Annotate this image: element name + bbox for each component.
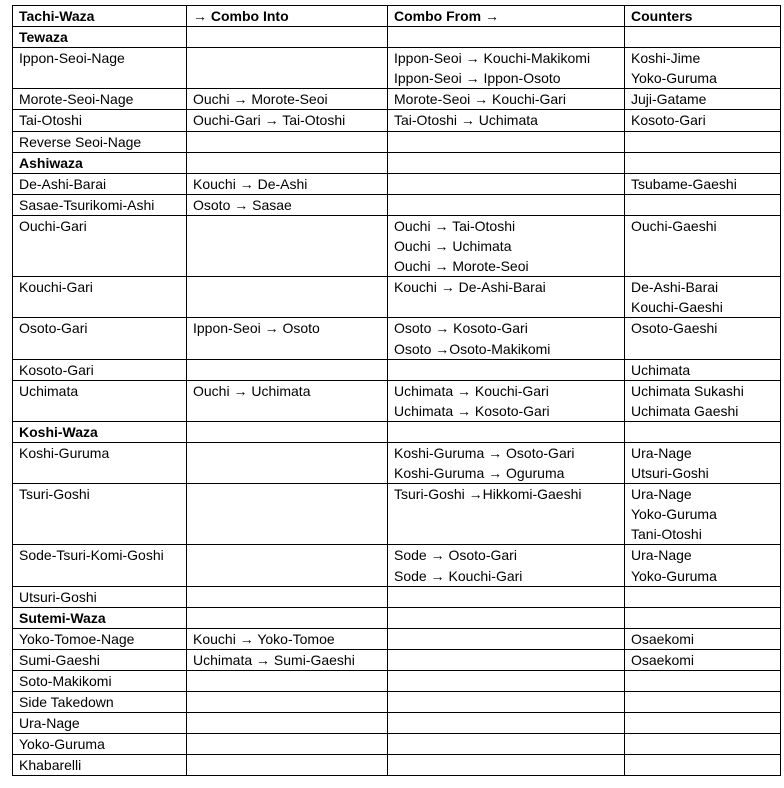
combo-from-cell bbox=[388, 318, 625, 359]
technique-cell bbox=[13, 607, 187, 628]
cell-line: Juji-Gatame bbox=[631, 91, 707, 108]
combo-into-cell bbox=[187, 110, 388, 131]
cell-line: Ouchi → Uchimata bbox=[193, 382, 311, 399]
counters-cell bbox=[625, 194, 781, 215]
cell-line: Ouchi → Uchimata bbox=[394, 238, 512, 255]
section-title: Koshi-Waza bbox=[19, 423, 98, 440]
cell-line: Tsuri-Goshi bbox=[19, 486, 90, 503]
cell-line: Ippon-Seoi → Osoto bbox=[193, 320, 320, 337]
counters-cell bbox=[625, 110, 781, 131]
technique-cell bbox=[13, 173, 187, 194]
cell-line: Osaekomi bbox=[631, 651, 695, 668]
technique-cell bbox=[13, 89, 187, 110]
combo-into-cell bbox=[187, 48, 388, 89]
technique-cell bbox=[13, 215, 187, 276]
cell-line: Koshi-Guruma → Oguruma bbox=[394, 465, 565, 482]
cell-line: Kosoto-Gari bbox=[19, 361, 94, 378]
cell-line: Uchimata → Kouchi-Gari bbox=[394, 382, 549, 399]
cell-line: Sumi-Gaeshi bbox=[19, 651, 100, 668]
table-row bbox=[13, 277, 781, 318]
technique-cell bbox=[13, 277, 187, 318]
cell-line: Kouchi → Yoko-Tomoe bbox=[193, 630, 335, 647]
combo-from-cell bbox=[388, 152, 625, 173]
section-row bbox=[13, 152, 781, 173]
combo-from-cell bbox=[388, 277, 625, 318]
combo-into-cell bbox=[187, 755, 388, 776]
cell-line: Sode-Tsuri-Komi-Goshi bbox=[19, 547, 164, 564]
counters-cell bbox=[625, 734, 781, 755]
table-row bbox=[13, 755, 781, 776]
combo-into-cell bbox=[187, 89, 388, 110]
table-row bbox=[13, 215, 781, 276]
technique-cell bbox=[13, 359, 187, 380]
combo-from-cell bbox=[388, 194, 625, 215]
cell-line: Ura-Nage bbox=[631, 486, 692, 503]
counters-cell bbox=[625, 484, 781, 545]
cell-line: Ura-Nage bbox=[631, 547, 692, 564]
counters-cell bbox=[625, 380, 781, 421]
cell-line: Khabarelli bbox=[19, 757, 82, 774]
table-row bbox=[13, 173, 781, 194]
counters-cell bbox=[625, 318, 781, 359]
combo-into-cell bbox=[187, 318, 388, 359]
table-row bbox=[13, 380, 781, 421]
cell-line: Kouchi → De-Ashi-Barai bbox=[394, 279, 546, 296]
section-title: Sutemi-Waza bbox=[19, 609, 106, 626]
cell-line: Uchimata Gaeshi bbox=[631, 402, 739, 419]
combo-from-cell bbox=[388, 215, 625, 276]
cell-line: Osoto → Sasae bbox=[193, 196, 292, 213]
cell-line: Yoko-Guruma bbox=[19, 736, 105, 753]
cell-line: Utsuri-Goshi bbox=[19, 588, 97, 605]
technique-cell bbox=[13, 110, 187, 131]
cell-line: Ippon-Seoi → Kouchi-Makikomi bbox=[394, 50, 591, 67]
technique-cell bbox=[13, 27, 187, 48]
combo-from-cell bbox=[388, 607, 625, 628]
table-row bbox=[13, 734, 781, 755]
technique-cell bbox=[13, 484, 187, 545]
cell-line: Ura-Nage bbox=[19, 715, 80, 732]
cell-line: Yoko-Guruma bbox=[631, 70, 717, 87]
combo-into-cell bbox=[187, 152, 388, 173]
cell-line: Osoto →Osoto-Makikomi bbox=[394, 340, 551, 357]
header-technique: Tachi-Waza bbox=[13, 6, 187, 27]
counters-cell bbox=[625, 545, 781, 586]
combo-into-cell bbox=[187, 380, 388, 421]
combo-into-cell bbox=[187, 27, 388, 48]
table-row bbox=[13, 586, 781, 607]
cell-line: Ouchi-Gari → Tai-Otoshi bbox=[193, 112, 346, 129]
table-row bbox=[13, 194, 781, 215]
technique-table bbox=[12, 5, 781, 776]
technique-cell bbox=[13, 734, 187, 755]
combo-from-cell bbox=[388, 628, 625, 649]
table-row bbox=[13, 713, 781, 734]
cell-line: De-Ashi-Barai bbox=[19, 175, 107, 192]
combo-from-cell bbox=[388, 89, 625, 110]
technique-cell bbox=[13, 713, 187, 734]
cell-line: Sode → Kouchi-Gari bbox=[394, 567, 523, 584]
technique-cell bbox=[13, 628, 187, 649]
technique-cell bbox=[13, 318, 187, 359]
cell-line: Osoto-Gaeshi bbox=[631, 320, 718, 337]
counters-cell bbox=[625, 48, 781, 89]
cell-line: Kouchi → De-Ashi bbox=[193, 175, 308, 192]
section-row bbox=[13, 421, 781, 442]
counters-cell bbox=[625, 131, 781, 152]
combo-into-cell bbox=[187, 131, 388, 152]
combo-into-cell bbox=[187, 359, 388, 380]
table-row bbox=[13, 628, 781, 649]
technique-cell bbox=[13, 649, 187, 670]
technique-cell bbox=[13, 152, 187, 173]
counters-cell bbox=[625, 152, 781, 173]
cell-line: Ouchi-Gari bbox=[19, 217, 87, 234]
combo-into-cell bbox=[187, 607, 388, 628]
technique-cell bbox=[13, 48, 187, 89]
cell-line: Morote-Seoi → Kouchi-Gari bbox=[394, 91, 566, 108]
combo-from-cell bbox=[388, 48, 625, 89]
cell-line: Osoto-Gari bbox=[19, 320, 88, 337]
combo-into-cell bbox=[187, 692, 388, 713]
cell-line: Ouchi → Tai-Otoshi bbox=[394, 217, 516, 234]
combo-from-cell bbox=[388, 545, 625, 586]
table-row bbox=[13, 89, 781, 110]
cell-line: Yoko-Tomoe-Nage bbox=[19, 630, 135, 647]
cell-line: Ouchi-Gaeshi bbox=[631, 217, 717, 234]
combo-into-cell bbox=[187, 586, 388, 607]
combo-into-cell bbox=[187, 277, 388, 318]
combo-into-cell bbox=[187, 734, 388, 755]
cell-line: Koshi-Guruma bbox=[19, 444, 110, 461]
combo-from-cell bbox=[388, 734, 625, 755]
combo-from-cell bbox=[388, 649, 625, 670]
cell-line: Side Takedown bbox=[19, 694, 114, 711]
combo-from-cell bbox=[388, 173, 625, 194]
section-title: Ashiwaza bbox=[19, 154, 83, 171]
technique-cell bbox=[13, 131, 187, 152]
combo-into-cell bbox=[187, 713, 388, 734]
cell-line: Kouchi-Gari bbox=[19, 279, 93, 296]
counters-cell bbox=[625, 755, 781, 776]
combo-from-cell bbox=[388, 484, 625, 545]
combo-into-cell bbox=[187, 671, 388, 692]
table-row bbox=[13, 545, 781, 586]
counters-cell bbox=[625, 628, 781, 649]
combo-from-cell bbox=[388, 359, 625, 380]
counters-cell bbox=[625, 713, 781, 734]
combo-into-cell bbox=[187, 215, 388, 276]
counters-cell bbox=[625, 671, 781, 692]
combo-into-cell bbox=[187, 194, 388, 215]
cell-line: Ouchi → Morote-Seoi bbox=[394, 258, 529, 275]
combo-from-cell bbox=[388, 421, 625, 442]
combo-into-cell bbox=[187, 442, 388, 483]
cell-line: Yoko-Guruma bbox=[631, 567, 717, 584]
cell-line: Koshi-Guruma → Osoto-Gari bbox=[394, 444, 575, 461]
cell-line: Koshi-Jime bbox=[631, 50, 701, 67]
table-row bbox=[13, 110, 781, 131]
cell-line: Tsubame-Gaeshi bbox=[631, 175, 737, 192]
cell-line: Soto-Makikomi bbox=[19, 673, 112, 689]
technique-cell bbox=[13, 194, 187, 215]
combo-from-cell bbox=[388, 586, 625, 607]
table-row bbox=[13, 671, 781, 692]
combo-into-cell bbox=[187, 421, 388, 442]
cell-line: Sasae-Tsurikomi-Ashi bbox=[19, 196, 155, 213]
cell-line: Kouchi-Gaeshi bbox=[631, 299, 723, 316]
cell-line: Kosoto-Gari bbox=[631, 112, 706, 129]
section-row bbox=[13, 27, 781, 48]
counters-cell bbox=[625, 27, 781, 48]
combo-from-cell bbox=[388, 692, 625, 713]
cell-line: Uchimata Sukashi bbox=[631, 382, 744, 399]
combo-from-cell bbox=[388, 110, 625, 131]
combo-from-cell bbox=[388, 671, 625, 692]
header-row bbox=[13, 6, 781, 27]
combo-into-cell bbox=[187, 545, 388, 586]
cell-line: Tani-Otoshi bbox=[631, 526, 702, 543]
combo-into-cell bbox=[187, 628, 388, 649]
cell-line: Tsuri-Goshi →Hikkomi-Gaeshi bbox=[394, 486, 582, 503]
technique-cell bbox=[13, 755, 187, 776]
table-row bbox=[13, 48, 781, 89]
cell-line: Tai-Otoshi → Uchimata bbox=[394, 112, 538, 129]
combo-from-cell bbox=[388, 131, 625, 152]
counters-cell bbox=[625, 692, 781, 713]
cell-line: Uchimata → Sumi-Gaeshi bbox=[193, 651, 355, 668]
table-row bbox=[13, 442, 781, 483]
counters-cell bbox=[625, 89, 781, 110]
technique-cell bbox=[13, 545, 187, 586]
technique-cell bbox=[13, 692, 187, 713]
cell-line: Ippon-Seoi-Nage bbox=[19, 50, 125, 67]
combo-into-cell bbox=[187, 173, 388, 194]
header-counters: Counters bbox=[625, 6, 781, 27]
counters-cell bbox=[625, 586, 781, 607]
technique-cell bbox=[13, 421, 187, 442]
technique-cell bbox=[13, 586, 187, 607]
document-page bbox=[12, 5, 780, 776]
cell-line: Uchimata → Kosoto-Gari bbox=[394, 402, 550, 419]
combo-into-cell bbox=[187, 649, 388, 670]
combo-from-cell bbox=[388, 27, 625, 48]
cell-line: Ura-Nage bbox=[631, 444, 692, 461]
cell-line: Uchimata bbox=[19, 382, 79, 399]
technique-cell bbox=[13, 442, 187, 483]
cell-line: Yoko-Guruma bbox=[631, 506, 717, 523]
table-row bbox=[13, 318, 781, 359]
cell-line: Reverse Seoi-Nage bbox=[19, 133, 142, 150]
header-combo-into: → Combo Into bbox=[187, 6, 388, 27]
counters-cell bbox=[625, 442, 781, 483]
combo-from-cell bbox=[388, 755, 625, 776]
section-title: Tewaza bbox=[19, 29, 68, 46]
table-row bbox=[13, 692, 781, 713]
counters-cell bbox=[625, 359, 781, 380]
cell-line: Ippon-Seoi → Ippon-Osoto bbox=[394, 70, 561, 87]
cell-line: Utsuri-Goshi bbox=[631, 465, 709, 482]
technique-cell bbox=[13, 671, 187, 692]
counters-cell bbox=[625, 173, 781, 194]
cell-line: Tai-Otoshi bbox=[19, 112, 83, 129]
cell-line: De-Ashi-Barai bbox=[631, 279, 719, 296]
cell-line: Osaekomi bbox=[631, 630, 695, 647]
table-row bbox=[13, 484, 781, 545]
table-row bbox=[13, 649, 781, 670]
section-row bbox=[13, 607, 781, 628]
combo-from-cell bbox=[388, 380, 625, 421]
counters-cell bbox=[625, 277, 781, 318]
table-row bbox=[13, 359, 781, 380]
combo-into-cell bbox=[187, 484, 388, 545]
cell-line: Osoto → Kosoto-Gari bbox=[394, 320, 528, 337]
cell-line: Sode → Osoto-Gari bbox=[394, 547, 517, 564]
header-combo-from: Combo From → bbox=[388, 6, 625, 27]
counters-cell bbox=[625, 421, 781, 442]
cell-line: Morote-Seoi-Nage bbox=[19, 91, 134, 108]
table-row bbox=[13, 131, 781, 152]
counters-cell bbox=[625, 215, 781, 276]
counters-cell bbox=[625, 649, 781, 670]
table-body bbox=[13, 27, 781, 776]
cell-line: Ouchi → Morote-Seoi bbox=[193, 91, 328, 108]
cell-line: Uchimata bbox=[631, 361, 691, 378]
counters-cell bbox=[625, 607, 781, 628]
combo-from-cell bbox=[388, 713, 625, 734]
technique-cell bbox=[13, 380, 187, 421]
combo-from-cell bbox=[388, 442, 625, 483]
